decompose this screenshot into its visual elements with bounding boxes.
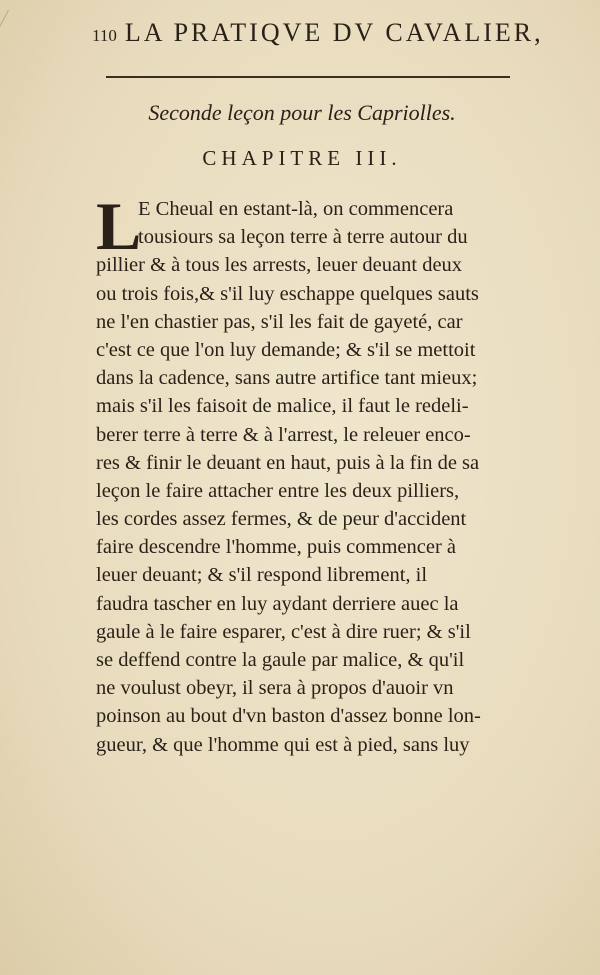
text-line: faudra tascher en luy aydant derriere auec la bbox=[96, 592, 459, 615]
text-line: res & finir le deuant en haut, puis à la fin de sa bbox=[96, 451, 480, 474]
text-line: leçon le faire attacher entre les deux pilliers, bbox=[96, 479, 460, 502]
text-line: pillier & à tous les arrests, leuer deuant deux bbox=[96, 254, 463, 277]
text-line: se deffend contre la gaule par malice, & qu'il bbox=[96, 649, 465, 671]
section-title: Seconde leçon pour les Capriolles. bbox=[148, 100, 456, 125]
page-number: 110 bbox=[92, 26, 117, 45]
text-line: les cordes assez fermes, & de peur d'accident bbox=[96, 508, 467, 531]
text-line: gueur, & que l'homme qui est à pied, sans luy bbox=[96, 733, 470, 756]
text-line: ou trois fois,& s'il luy eschappe quelques sauts bbox=[96, 282, 479, 305]
drop-cap: L bbox=[96, 188, 142, 264]
text-line: mais s'il les faisoit de malice, il faut le redeli- bbox=[96, 395, 469, 418]
text-line: gaule à le faire esparer, c'est à dire ruer; & s'il bbox=[96, 620, 471, 643]
text-line: poinson au bout d'vn baston d'assez bonne lon- bbox=[96, 705, 481, 728]
text-line: tousiours sa leçon terre à terre autour du bbox=[138, 226, 468, 249]
text-line: c'est ce que l'on luy demande; & s'il se mettoit bbox=[96, 338, 476, 361]
body-text bbox=[96, 188, 568, 759]
text-line: dans la cadence, sans autre artifice tant mieux; bbox=[96, 367, 478, 390]
text-line: ne l'en chastier pas, s'il les fait de gayeté, car bbox=[96, 310, 463, 333]
page-edge-mark bbox=[0, 10, 9, 81]
running-title: LA PRATIQVE DV CAVALIER, bbox=[124, 18, 544, 47]
text-line: ne voulust obeyr, il sera à propos d'auoir vn bbox=[96, 677, 454, 700]
running-head bbox=[92, 18, 552, 48]
chapter-title: CHAPITRE III. bbox=[202, 146, 402, 170]
text-line: E Cheual en estant-là, on commencera bbox=[138, 198, 454, 220]
text-line: berer terre à terre & à l'arrest, le releuer enco- bbox=[96, 423, 471, 446]
header-rule bbox=[106, 76, 510, 78]
text-line: leuer deuant; & s'il respond librement, il bbox=[96, 564, 428, 587]
text-line: faire descendre l'homme, puis commencer à bbox=[96, 536, 457, 559]
